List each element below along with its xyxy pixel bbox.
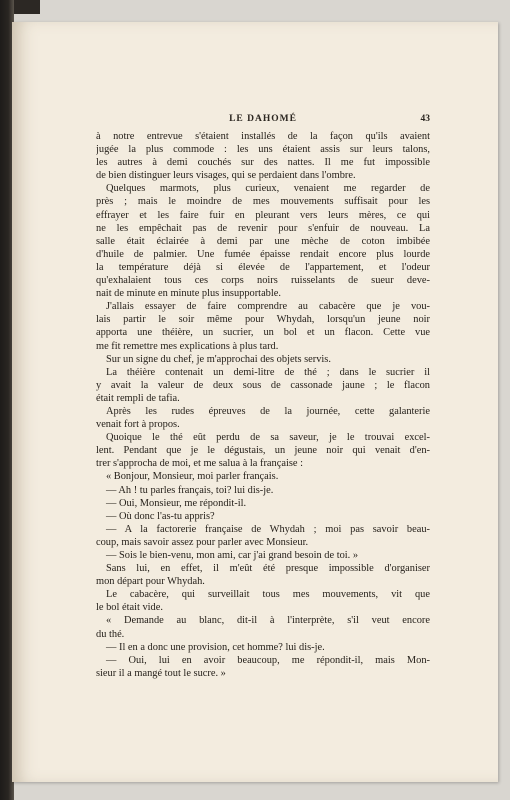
text-line: — Oui, lui en avoir beaucoup, me répondit-il, mais Mon- <box>106 654 430 666</box>
text-line: les autres à demi couchés sur des nattes. Il me fut impossible <box>96 157 430 169</box>
text-line: apporta une théière, un sucrier, un bol et un flacon. Cette vue <box>96 327 430 339</box>
paragraph <box>96 366 430 405</box>
text-line: la température déjà si élevée de l'appartement, et l'odeur <box>96 261 430 273</box>
text-line: Quoique le thé eût perdu de sa saveur, je le trouvai excel- <box>106 432 430 444</box>
text-line: nait de minute en minute plus insupportable. <box>96 288 281 300</box>
page-header <box>96 114 430 128</box>
text-line: Sur un signe du chef, je m'approchai des objets servis. <box>106 353 331 365</box>
text-line: du thé. <box>96 628 125 640</box>
paragraph <box>96 431 430 470</box>
text-line: venait fort à propos. <box>96 419 180 431</box>
running-title: LE DAHOMÉ <box>229 114 297 124</box>
paragraph <box>96 497 430 510</box>
text-line: — A la factorerie française de Whydah ; moi pas savoir beau- <box>106 523 430 535</box>
paragraph <box>96 641 430 654</box>
text-line: sieur il a mangé tout le sucre. » <box>96 667 226 679</box>
text-line: Le cabacère, qui surveillait tous mes mouvements, vit que <box>106 589 430 601</box>
text-line: était rempli de tafia. <box>96 392 180 404</box>
text-line: le bol était vide. <box>96 602 163 614</box>
paragraph <box>96 588 430 614</box>
paragraph <box>96 130 430 182</box>
paragraph <box>96 654 430 680</box>
page-number: 43 <box>420 114 430 124</box>
text-line: La théière contenait un demi-litre de thé ; dans le sucrier il <box>106 366 430 378</box>
text-line: me fit remettre mes explications à plus tard. <box>96 340 279 352</box>
text-line: lent. Pendant que je le dégustais, un jeune noir qui venait d'en- <box>96 445 430 457</box>
paragraph <box>96 182 430 300</box>
body-text <box>96 130 430 680</box>
text-line: près ; mais le moindre de mes mouvements suffisait pour les <box>96 196 430 208</box>
text-line: y avait la valeur de deux sous de cassonade jaune ; le flacon <box>96 379 430 391</box>
paragraph <box>96 510 430 523</box>
paragraph <box>96 562 430 588</box>
text-line: mon départ pour Whydah. <box>96 576 205 588</box>
text-line: « Bonjour, Monsieur, moi parler français. <box>106 471 279 483</box>
text-line: à notre entrevue s'étaient installés de la façon qu'ils avaient <box>96 131 430 142</box>
text-line: — Où donc l'as-tu appris? <box>106 510 215 522</box>
paragraph <box>96 405 430 431</box>
text-line: de bien distinguer leurs visages, qui se perdaient dans l'ombre. <box>96 170 356 182</box>
text-line: qu'exhalaient tous ces corps noirs ruisselants de sueur deve- <box>96 275 430 287</box>
text-line: d'huile de palmier. Une fumée épaisse rendait encore plus lourde <box>96 248 430 260</box>
paragraph <box>96 523 430 549</box>
text-line: effrayer et les faire fuir en pleurant vers leurs mères, ce qui <box>96 209 430 221</box>
text-line: ne les empêchait pas de revenir pour s'enfuir de nouveau. La <box>96 222 430 234</box>
paragraph <box>96 549 430 562</box>
text-line: — Oui, Monsieur, me répondit-il. <box>106 497 247 509</box>
text-line: Quelques marmots, plus curieux, venaient me regarder de <box>106 183 430 195</box>
text-line: Sans lui, en effet, il m'eût été presque impossible d'organiser <box>106 563 430 575</box>
text-line: coup, mais savoir assez pour parler avec Monsieur. <box>96 536 309 548</box>
text-line: J'allais essayer de faire comprendre au cabacère que je vou- <box>106 301 430 313</box>
text-line: Après les rudes épreuves de la journée, cette galanterie <box>106 405 430 417</box>
text-line: « Demande au blanc, dit-il à l'interprète, s'il veut encore <box>106 615 430 627</box>
paragraph <box>96 353 430 366</box>
text-line: — Il en a donc une provision, cet homme? lui dis-je. <box>106 641 325 653</box>
paragraph <box>96 300 430 352</box>
paragraph <box>96 484 430 497</box>
text-line: — Sois le bien-venu, mon ami, car j'ai grand besoin de toi. » <box>106 550 359 561</box>
text-line: jugée la plus commode : les uns étaient assis sur leurs talons, <box>96 144 430 156</box>
text-line: — Ah ! tu parles français, toi? lui dis-je. <box>106 484 274 496</box>
paragraph <box>96 470 430 483</box>
paragraph <box>96 614 430 640</box>
text-line: trer s'approcha de moi, et me salua à la française : <box>96 458 303 470</box>
text-line: salle était éclairée à demi par une mèche de coton imbibée <box>96 235 430 247</box>
text-line: lais partir le soir même pour Whydah, lorsqu'un jeune noir <box>96 314 430 326</box>
